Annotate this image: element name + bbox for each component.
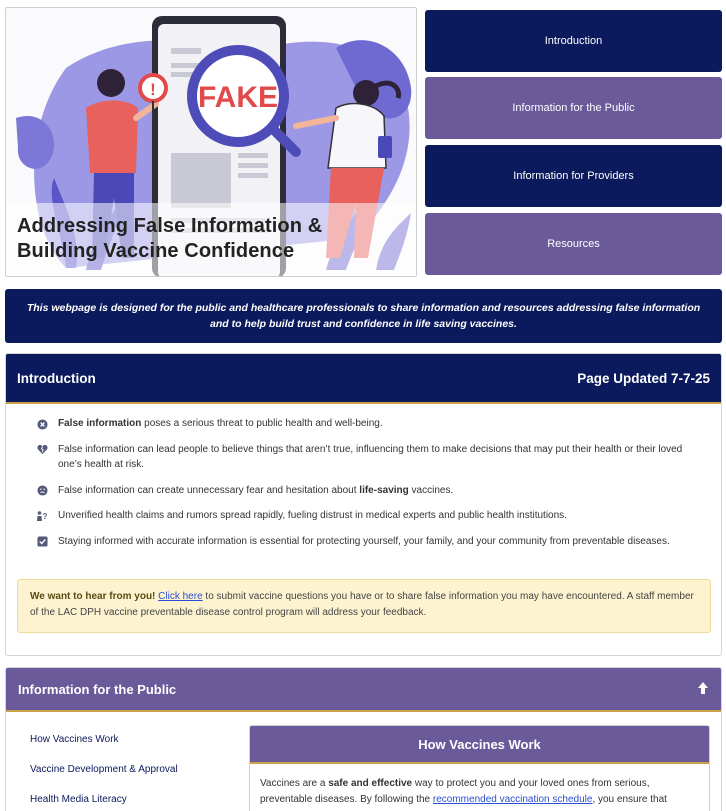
svg-text:!: ! [150, 80, 156, 99]
card-text: , you ensure that [592, 794, 667, 805]
introduction-header [6, 354, 721, 404]
introduction-list [6, 404, 721, 549]
page-updated-label: Page Updated 7-7-25 [577, 370, 710, 386]
card-title: How Vaccines Work [250, 726, 709, 764]
side-link-vaccine-development[interactable]: Vaccine Development & Approval [30, 764, 178, 775]
notice-text: to submit vaccine questions you have or to share false information you may have encountered. A staff member of the LAC DPH vaccine preventable disease control program will address your feedback. [30, 591, 694, 618]
nav-providers-button[interactable]: Information for Providers [425, 145, 722, 207]
page-title-line-2: Building Vaccine Confidence [17, 240, 295, 262]
page-title [17, 214, 322, 264]
feedback-notice [17, 579, 711, 633]
card-text: Vaccines are a [260, 778, 329, 789]
side-link-health-media-literacy[interactable]: Health Media Literacy [30, 794, 127, 805]
list-item [36, 508, 721, 524]
list-item-bold: life-saving [359, 484, 409, 496]
card-body [250, 764, 709, 811]
nav-public-button[interactable]: Information for the Public [425, 77, 722, 139]
list-item-text: Staying informed with accurate information is essential for protecting yourself, your family, and your community from preventable diseases. [58, 535, 670, 547]
list-item-text: False information can create unnecessary fear and hesitation about [58, 484, 360, 496]
notice-lead: We want to hear from you! [30, 591, 156, 602]
list-item-text-after: vaccines. [408, 484, 454, 496]
banner-line-2: and to help build trust and confidence in life saving vaccines. [210, 318, 517, 330]
check-square-icon [36, 536, 48, 548]
card-bold: safe and effective [328, 778, 413, 789]
list-item-text: False information can lead people to believe things that aren’t true, influencing them to make decisions that may put their health or their loved one’s health at risk. [58, 443, 683, 470]
list-item-text: poses a serious threat to public health and well-being. [141, 418, 383, 429]
banner-line-1: This webpage is designed for the public and healthcare professionals to share information and resources addressing false information [26, 302, 701, 314]
public-side-nav [30, 734, 178, 811]
list-item-bold: False information [58, 418, 142, 429]
nav-resources-button[interactable]: Resources [425, 213, 722, 275]
list-item [36, 416, 721, 432]
vaccination-schedule-link[interactable]: recommended vaccination schedule [432, 794, 593, 805]
list-item [36, 483, 721, 499]
arrow-up-icon[interactable] [697, 681, 709, 698]
public-info-title: Information for the Public [18, 681, 177, 697]
intro-banner [5, 289, 722, 343]
list-item [36, 442, 721, 473]
frown-icon [36, 485, 48, 497]
list-item-text: Unverified health claims and rumors spread rapidly, fueling distrust in medical experts and public health institutions. [58, 510, 567, 521]
svg-text:?: ? [42, 512, 48, 521]
side-link-how-vaccines-work[interactable]: How Vaccines Work [30, 734, 119, 745]
public-info-header [6, 668, 721, 712]
public-info-section [5, 667, 722, 811]
nav-introduction-button[interactable]: Introduction [425, 10, 722, 72]
x-circle-icon [36, 418, 48, 430]
list-item [36, 534, 721, 550]
hero-image [5, 7, 417, 277]
person-question-icon [36, 510, 48, 522]
broken-heart-icon [36, 444, 48, 456]
card-text: way to protect you and your loved ones from serious, preventable diseases. By following the [260, 778, 650, 805]
page-title-line-1: Addressing False Information & [17, 215, 323, 237]
fake-label: FAKE [197, 81, 279, 114]
how-vaccines-work-card [249, 725, 710, 811]
introduction-title: Introduction [17, 370, 96, 386]
click-here-link[interactable]: Click here [158, 591, 203, 602]
introduction-section [5, 353, 722, 656]
